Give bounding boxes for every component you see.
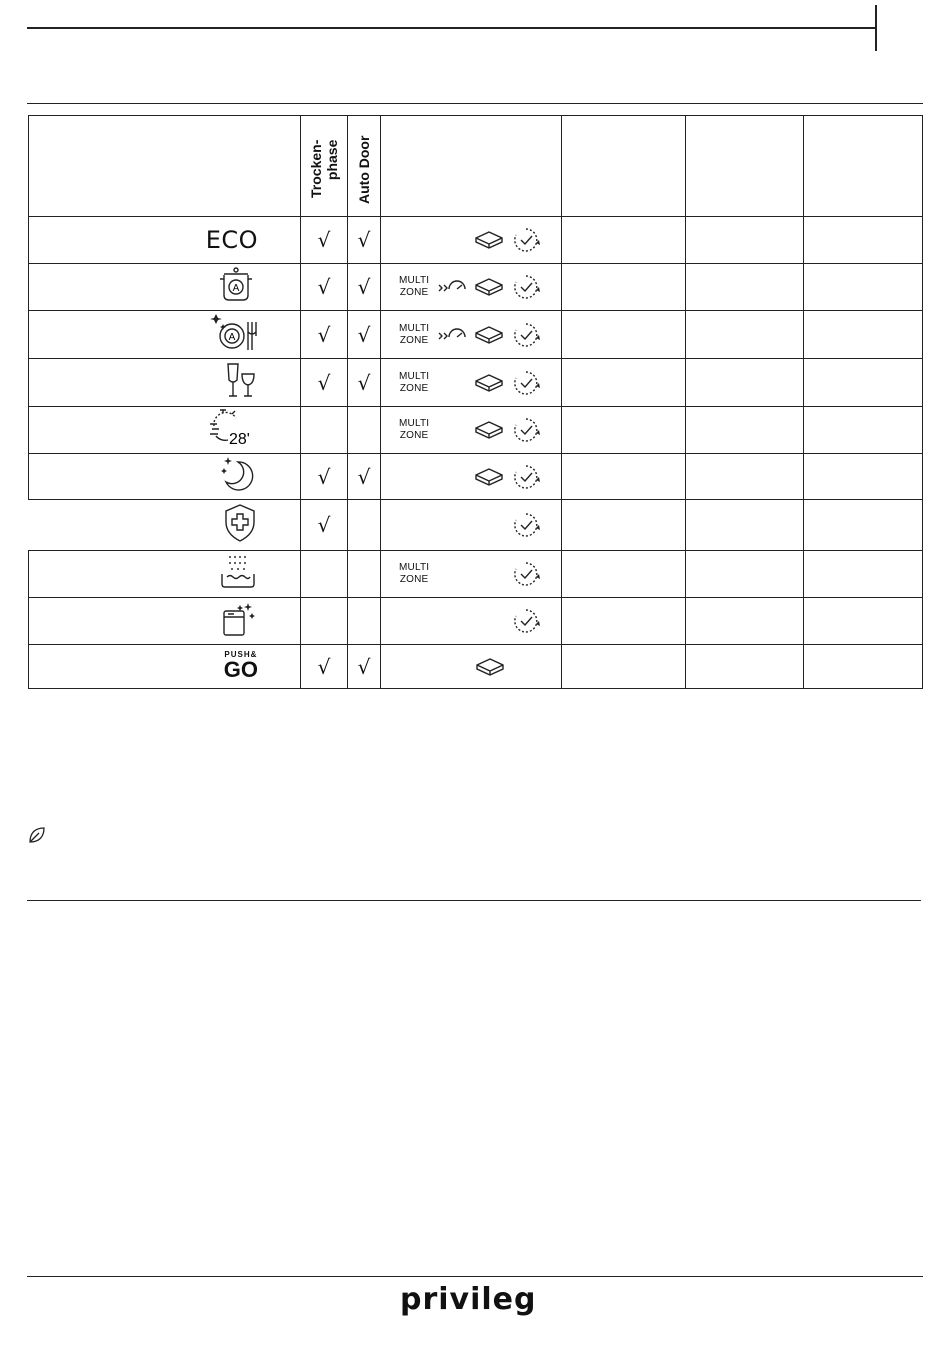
header-drying-line1: Trocken- — [308, 139, 324, 198]
leaf-icon — [27, 825, 47, 845]
section-rule-bottom — [27, 900, 921, 901]
autodoor-check — [348, 551, 381, 598]
program-icon-cell — [29, 551, 301, 598]
rinse-icon — [218, 552, 258, 592]
program-icon-cell — [29, 598, 301, 645]
svg-text:A: A — [228, 332, 236, 343]
autodoor-check: √ — [348, 217, 381, 264]
autodoor-check: √ — [348, 454, 381, 500]
multizone-line1: MULTI — [399, 418, 430, 429]
drying-check: √ — [301, 454, 348, 500]
auto-sparkle-plate-icon — [210, 312, 258, 352]
empty-cell — [562, 454, 686, 500]
empty-cell — [686, 311, 804, 359]
multizone-line2: ZONE — [399, 574, 429, 585]
delay-timer-icon — [512, 464, 542, 490]
tablet-icon — [474, 419, 504, 441]
empty-cell — [686, 500, 804, 551]
hygiene-shield-icon — [222, 502, 258, 544]
footer-rule — [27, 1276, 923, 1277]
tablet-icon — [474, 276, 504, 298]
empty-cell — [804, 407, 923, 454]
multizone-line2: ZONE — [399, 287, 429, 298]
eco-icon: ECO — [205, 226, 258, 254]
empty-cell — [804, 217, 923, 264]
program-icon-cell — [29, 217, 301, 264]
section-rule-top — [27, 103, 923, 104]
empty-cell — [562, 598, 686, 645]
brand-logo: privileg — [400, 1282, 537, 1317]
program-icon-cell — [29, 500, 301, 551]
empty-cell — [804, 598, 923, 645]
multizone-line1: MULTI — [399, 322, 430, 334]
empty-cell — [562, 311, 686, 359]
empty-cell — [562, 264, 686, 311]
empty-cell — [562, 551, 686, 598]
delay-timer-icon — [512, 274, 542, 300]
multizone-label — [399, 275, 429, 299]
header-col5 — [562, 116, 686, 217]
empty-cell — [562, 645, 686, 689]
options-cell — [381, 598, 562, 645]
speed-icon — [437, 277, 467, 297]
multizone-label — [399, 418, 429, 442]
autodoor-check: √ — [348, 645, 381, 689]
empty-cell — [804, 311, 923, 359]
table-row — [29, 645, 923, 689]
program-icon-cell — [29, 645, 301, 689]
empty-cell — [562, 407, 686, 454]
options-cell — [381, 551, 562, 598]
delay-timer-icon — [512, 322, 542, 348]
table-row — [29, 264, 923, 311]
program-icon-cell — [29, 264, 301, 311]
autodoor-check — [348, 500, 381, 551]
multizone-line2: ZONE — [399, 334, 429, 346]
empty-cell — [686, 407, 804, 454]
empty-cell — [686, 598, 804, 645]
empty-cell — [562, 500, 686, 551]
delay-timer-icon — [512, 561, 542, 587]
options-cell — [381, 500, 562, 551]
delay-timer-icon — [512, 370, 542, 396]
tablet-icon — [474, 466, 504, 488]
empty-cell — [686, 264, 804, 311]
svg-text:28': 28' — [229, 430, 250, 448]
table-row — [29, 598, 923, 645]
empty-cell — [562, 217, 686, 264]
empty-cell — [804, 645, 923, 689]
multizone-label — [399, 371, 429, 395]
empty-cell — [562, 359, 686, 407]
drying-check: √ — [301, 264, 348, 311]
program-icon-cell — [29, 454, 301, 500]
push-label: PUSH& — [224, 650, 258, 659]
empty-cell — [804, 264, 923, 311]
quick-28-icon — [208, 408, 258, 448]
header-autodoor-label: Auto Door — [356, 135, 372, 204]
empty-cell — [804, 359, 923, 407]
header-program — [29, 116, 301, 217]
header-drying-line2: phase — [324, 139, 340, 181]
drying-check — [301, 598, 348, 645]
delay-timer-icon — [512, 608, 542, 634]
header-rule — [27, 27, 876, 29]
autodoor-check — [348, 598, 381, 645]
svg-text:A: A — [232, 282, 240, 294]
empty-cell — [686, 551, 804, 598]
go-label: GO — [223, 657, 258, 682]
table-row — [29, 500, 923, 551]
multizone-line2: ZONE — [399, 382, 429, 394]
empty-cell — [804, 551, 923, 598]
options-cell — [381, 311, 562, 359]
push-and-go-icon — [224, 651, 258, 681]
self-clean-icon — [218, 599, 258, 639]
options-cell — [381, 217, 562, 264]
empty-cell — [686, 359, 804, 407]
table-row — [29, 407, 923, 454]
night-moon-icon — [218, 454, 258, 494]
drying-check: √ — [301, 500, 348, 551]
delay-timer-icon — [512, 417, 542, 443]
tablet-icon — [474, 229, 504, 251]
speed-icon — [437, 325, 467, 345]
empty-cell — [686, 454, 804, 500]
drying-check: √ — [301, 217, 348, 264]
autodoor-check: √ — [348, 264, 381, 311]
autodoor-check — [348, 407, 381, 454]
glasses-icon — [224, 360, 258, 400]
header-tick — [875, 5, 877, 51]
header-col6 — [686, 116, 804, 217]
table-row — [29, 454, 923, 500]
multizone-line2: ZONE — [399, 430, 429, 441]
tablet-icon — [474, 324, 504, 346]
tablet-icon — [474, 372, 504, 394]
table-row — [29, 217, 923, 264]
table-row — [29, 311, 923, 359]
table-header-row — [29, 116, 923, 217]
header-options — [381, 116, 562, 217]
drying-check: √ — [301, 311, 348, 359]
autodoor-check: √ — [348, 359, 381, 407]
table-row — [29, 551, 923, 598]
drying-check — [301, 551, 348, 598]
header-col7 — [804, 116, 923, 217]
multizone-line1: MULTI — [399, 370, 430, 382]
drying-check — [301, 407, 348, 454]
multizone-label — [399, 323, 429, 347]
tablet-icon — [475, 656, 505, 678]
header-autodoor — [348, 116, 381, 217]
drying-check: √ — [301, 359, 348, 407]
options-cell — [381, 359, 562, 407]
auto-pot-icon — [214, 265, 258, 305]
delay-timer-icon — [512, 227, 542, 253]
delay-timer-icon — [512, 512, 542, 538]
table-row — [29, 359, 923, 407]
options-cell — [381, 407, 562, 454]
program-icon-cell — [29, 359, 301, 407]
header-drying — [301, 116, 348, 217]
program-icon-cell — [29, 311, 301, 359]
options-cell — [381, 645, 562, 689]
drying-check: √ — [301, 645, 348, 689]
options-cell — [381, 454, 562, 500]
empty-cell — [686, 645, 804, 689]
program-icon-cell — [29, 407, 301, 454]
multizone-line1: MULTI — [399, 562, 430, 573]
autodoor-check: √ — [348, 311, 381, 359]
empty-cell — [804, 500, 923, 551]
multizone-label — [399, 562, 429, 586]
options-cell — [381, 264, 562, 311]
empty-cell — [804, 454, 923, 500]
empty-cell — [686, 217, 804, 264]
program-table — [28, 115, 923, 689]
multizone-line1: MULTI — [399, 275, 430, 286]
